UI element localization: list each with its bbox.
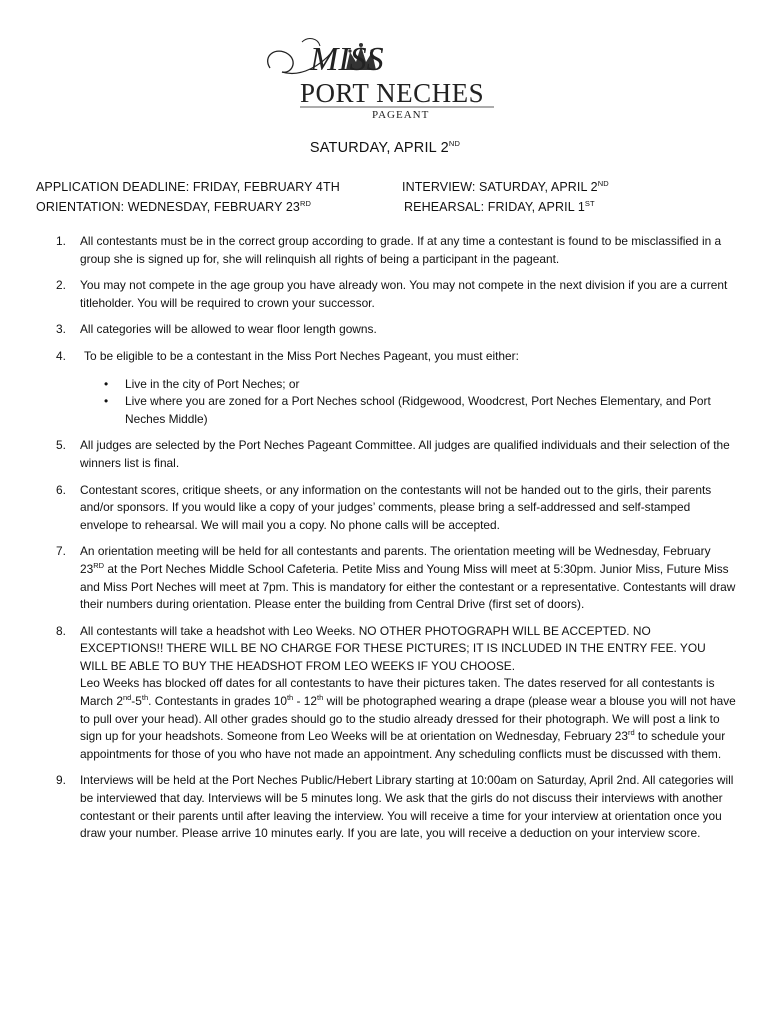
logo-line1: MISS [310, 41, 384, 78]
page-title: SATURDAY, APRIL 2ND [309, 139, 461, 156]
application-deadline: APPLICATION DEADLINE: FRIDAY, FEBRUARY 4TH [36, 180, 340, 194]
bullet-item: • Live in the city of Port Neches; or [104, 376, 300, 391]
bullet-item: • Live where you are zoned for a Port Neches school (Ridgewood, Woodcrest, Port Neches Elementary, and Port Neches Middle) [104, 394, 711, 426]
rule-item: 6. Contestant scores, critique sheets, or any information on the contestants will not be handed out to the girls, their parents and/or sponsors. If you would like a copy of your judges’ comments, please bring a self-addressed and self-stamped envelope to rehearsal. We will mail you a copy. No phone calls will be accepted. [56, 482, 712, 532]
rule-item: 4. To be eligible to be a contestant in the Miss Port Neches Pageant, you must either: • Live in the city of Port Neches; or • Live where you are zoned for a Port Neches school (Ridgewood, Woodcrest, Port Neches Elementary, and Port Neches Middle) [36, 348, 736, 428]
rule-item: 8. All contestants will take a headshot with Leo Weeks. NO OTHER PHOTOGRAPH WILL BE ACCEPTED. NO EXCEPTIONS!! THERE WILL BE NO CHARGE FOR THESE PICTURES; IT IS INCLUDED IN THE ENTRY FEE. YOU WILL BE ABLE TO BUY THE HEADSHOT FROM LEO WEEKS IF YOU CHOOSE. Leo Weeks has blocked off dates for all contestants to have their pictures taken. The dates reserved for all contestants is March 2nd-5th. Contestants in grades 10th - 12th will be photographed wearing a drape (please wear a blouse you will not have to pull over your head). All other grades should go to the studio already dressed for their photograph. We will post a link to sign up for your headshots. Someone from Leo Weeks will be at orientation on Wednesday, February 23rd to schedule your appointments for those of you who have not made an appointment. Any scheduling conflicts must be discussed with them. [56, 623, 736, 761]
pageant-logo [262, 34, 502, 120]
logo-line2: PORT NECHES [300, 78, 485, 108]
eligibility-bullets [80, 376, 736, 429]
logo-line3: PAGEANT [372, 109, 430, 120]
rule-item: 3. All categories will be allowed to wear floor length gowns. [56, 322, 377, 337]
rule-item: 7. An orientation meeting will be held for all contestants and parents. The orientation meeting will be Wednesday, February 23RD at the Port Neches Middle School Cafeteria. Petite Miss and Young Miss will meet at 5:30pm. Junior Miss, Future Miss and Miss Port Neches will meet at 7pm. This is mandatory for either the contestant or a representative. Contestants will draw their numbers during orientation. Please enter the building from Central Drive (first set of doors). [56, 544, 736, 612]
rule-item: 1. All contestants must be in the correct group according to grade. If at any time a contestant is found to be misclassified in a group she is signed up for, she will relinquish all rights of being a participant in the pageant. [56, 234, 722, 266]
rule-item: 2. You may not compete in the age group you have already won. You may not compete in the next division if you are a current titleholder. You will be required to crown your successor. [56, 278, 728, 310]
interview-date: INTERVIEW: SATURDAY, APRIL 2ND [402, 178, 609, 194]
rule-item: 9. Interviews will be held at the Port Neches Public/Hebert Library starting at 10:00am on Saturday, April 2nd. All categories will be interviewed that day. Interviews will be 5 minutes long. We ask that the girls do not discuss their interviews with another contestant or their parents until after leaving the interview. You will receive a time for your interview at orientation once you draw your number. Please arrive 10 minutes early. If you are late, you will receive a deduction on your interview score. [56, 773, 734, 841]
orientation-date: ORIENTATION: WEDNESDAY, FEBRUARY 23RD [36, 198, 312, 214]
rule-item: 5. All judges are selected by the Port Neches Pageant Committee. All judges are qualified individuals and their selection of the winners list is final. [56, 438, 730, 470]
rules-list [36, 233, 736, 852]
rehearsal-date: REHEARSAL: FRIDAY, APRIL 1ST [404, 198, 595, 214]
